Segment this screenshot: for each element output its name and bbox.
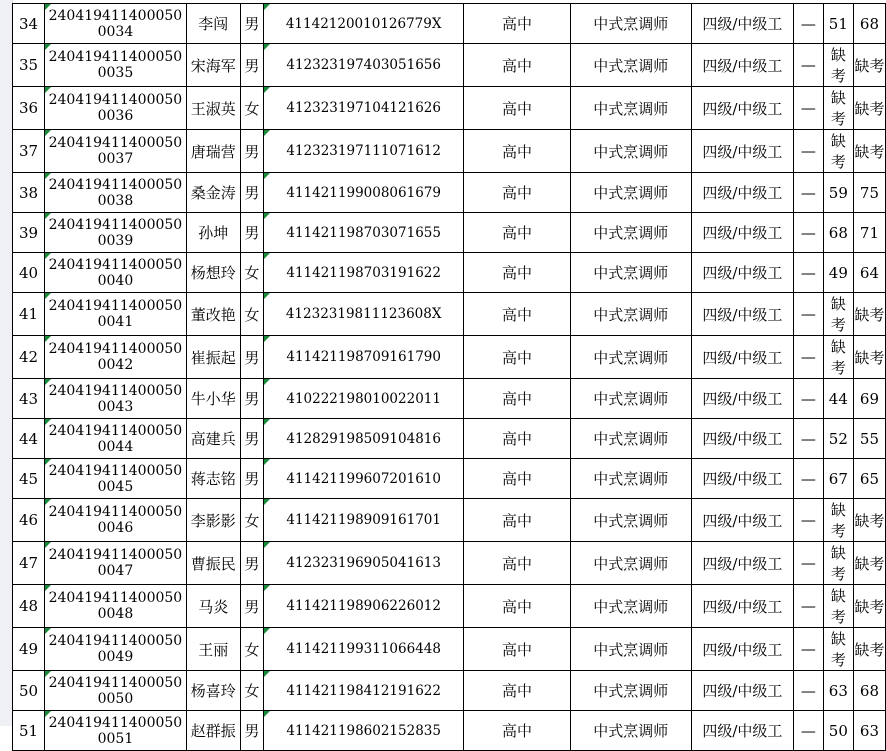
education-cell[interactable]: 高中 — [464, 173, 570, 213]
name-cell[interactable]: 高建兵 — [186, 419, 240, 459]
id-card-cell[interactable]: 411421198906226012 — [264, 585, 464, 628]
dash-cell[interactable]: — — [793, 459, 823, 499]
name-cell[interactable]: 蒋志铭 — [186, 459, 240, 499]
table-row — [13, 628, 886, 671]
seq-cell[interactable]: 36 — [13, 87, 45, 130]
id-card-cell[interactable]: 411421199311066448 — [264, 628, 464, 671]
level-cell[interactable]: 四级/中级工 — [691, 379, 793, 419]
theory-score-cell[interactable]: 缺考 — [823, 542, 853, 585]
occupation-cell[interactable]: 中式烹调师 — [570, 459, 691, 499]
seq-cell[interactable]: 48 — [13, 585, 45, 628]
sex-cell[interactable]: 男 — [240, 44, 263, 87]
sex-cell[interactable]: 男 — [240, 213, 263, 253]
occupation-cell[interactable]: 中式烹调师 — [570, 671, 691, 711]
level-cell[interactable]: 四级/中级工 — [691, 87, 793, 130]
education-cell[interactable]: 高中 — [464, 711, 570, 751]
table-row — [13, 459, 886, 499]
theory-score-cell[interactable]: 缺考 — [823, 336, 853, 379]
practical-score-cell[interactable]: 缺考 — [853, 585, 885, 628]
id-card-cell[interactable]: 412323197104121626 — [264, 87, 464, 130]
seq-cell[interactable]: 37 — [13, 130, 45, 173]
occupation-cell[interactable]: 中式烹调师 — [570, 628, 691, 671]
dash-cell[interactable]: — — [793, 671, 823, 711]
id-card-cell[interactable]: 412323197403051656 — [264, 44, 464, 87]
occupation-cell[interactable]: 中式烹调师 — [570, 213, 691, 253]
id-card-cell[interactable]: 41232319811123608X — [264, 293, 464, 336]
practical-score-cell[interactable]: 68 — [853, 4, 885, 44]
education-cell[interactable]: 高中 — [464, 628, 570, 671]
occupation-cell[interactable]: 中式烹调师 — [570, 419, 691, 459]
sex-cell[interactable]: 男 — [240, 379, 263, 419]
occupation-cell[interactable]: 中式烹调师 — [570, 585, 691, 628]
level-cell[interactable]: 四级/中级工 — [691, 585, 793, 628]
name-cell[interactable]: 曹振民 — [186, 542, 240, 585]
education-cell[interactable]: 高中 — [464, 293, 570, 336]
ticket-id-cell[interactable]: 2404194114000500048 — [44, 585, 186, 628]
level-cell[interactable]: 四级/中级工 — [691, 130, 793, 173]
occupation-cell[interactable]: 中式烹调师 — [570, 711, 691, 751]
dash-cell[interactable]: — — [793, 253, 823, 293]
seq-cell[interactable]: 44 — [13, 419, 45, 459]
level-cell[interactable]: 四级/中级工 — [691, 499, 793, 542]
dash-cell[interactable]: — — [793, 87, 823, 130]
practical-score-cell[interactable]: 缺考 — [853, 87, 885, 130]
occupation-cell[interactable]: 中式烹调师 — [570, 253, 691, 293]
practical-score-cell[interactable]: 缺考 — [853, 336, 885, 379]
level-cell[interactable]: 四级/中级工 — [691, 628, 793, 671]
education-cell[interactable]: 高中 — [464, 419, 570, 459]
dash-cell[interactable]: — — [793, 542, 823, 585]
practical-score-cell[interactable]: 缺考 — [853, 628, 885, 671]
id-card-cell[interactable]: 411421199607201610 — [264, 459, 464, 499]
id-card-cell[interactable]: 411421198703191622 — [264, 253, 464, 293]
name-cell[interactable]: 董改艳 — [186, 293, 240, 336]
theory-score-cell[interactable]: 50 — [823, 711, 853, 751]
practical-score-cell[interactable]: 缺考 — [853, 44, 885, 87]
education-cell[interactable]: 高中 — [464, 253, 570, 293]
dash-cell[interactable]: — — [793, 130, 823, 173]
seq-cell[interactable]: 35 — [13, 44, 45, 87]
theory-score-cell[interactable]: 63 — [823, 671, 853, 711]
table-row — [13, 499, 886, 542]
theory-score-cell[interactable]: 缺考 — [823, 293, 853, 336]
table-row — [13, 293, 886, 336]
sex-cell[interactable]: 女 — [240, 253, 263, 293]
level-cell[interactable]: 四级/中级工 — [691, 459, 793, 499]
ticket-id-cell[interactable]: 2404194114000500045 — [44, 459, 186, 499]
dash-cell[interactable]: — — [793, 336, 823, 379]
occupation-cell[interactable]: 中式烹调师 — [570, 379, 691, 419]
dash-cell[interactable]: — — [793, 213, 823, 253]
practical-score-cell[interactable]: 68 — [853, 671, 885, 711]
dash-cell[interactable]: — — [793, 499, 823, 542]
theory-score-cell[interactable]: 68 — [823, 213, 853, 253]
name-cell[interactable]: 王淑英 — [186, 87, 240, 130]
practical-score-cell[interactable]: 65 — [853, 459, 885, 499]
level-cell[interactable]: 四级/中级工 — [691, 671, 793, 711]
table-row — [13, 336, 886, 379]
id-card-cell[interactable]: 411421199008061679 — [264, 173, 464, 213]
seq-cell[interactable]: 51 — [13, 711, 45, 751]
name-cell[interactable]: 牛小华 — [186, 379, 240, 419]
level-cell[interactable]: 四级/中级工 — [691, 711, 793, 751]
ticket-id-cell[interactable]: 2404194114000500034 — [44, 4, 186, 44]
dash-cell[interactable]: — — [793, 585, 823, 628]
table-row — [13, 130, 886, 173]
ticket-id-cell[interactable]: 2404194114000500044 — [44, 419, 186, 459]
ticket-id-cell[interactable]: 2404194114000500046 — [44, 499, 186, 542]
ticket-id-cell[interactable]: 2404194114000500051 — [44, 711, 186, 751]
name-cell[interactable]: 桑金涛 — [186, 173, 240, 213]
ticket-id-cell[interactable]: 2404194114000500040 — [44, 253, 186, 293]
practical-score-cell[interactable]: 69 — [853, 379, 885, 419]
education-cell[interactable]: 高中 — [464, 130, 570, 173]
education-cell[interactable]: 高中 — [464, 4, 570, 44]
ticket-id-cell[interactable]: 2404194114000500047 — [44, 542, 186, 585]
name-cell[interactable]: 马炎 — [186, 585, 240, 628]
theory-score-cell[interactable]: 缺考 — [823, 628, 853, 671]
id-card-cell[interactable]: 411421198703071655 — [264, 213, 464, 253]
table-row — [13, 671, 886, 711]
seq-cell[interactable]: 49 — [13, 628, 45, 671]
education-cell[interactable]: 高中 — [464, 499, 570, 542]
id-card-cell[interactable]: 412323197111071612 — [264, 130, 464, 173]
sex-cell[interactable]: 男 — [240, 336, 263, 379]
occupation-cell[interactable]: 中式烹调师 — [570, 293, 691, 336]
sex-cell[interactable]: 女 — [240, 628, 263, 671]
seq-cell[interactable]: 43 — [13, 379, 45, 419]
seq-cell[interactable]: 45 — [13, 459, 45, 499]
ticket-id-cell[interactable]: 2404194114000500036 — [44, 87, 186, 130]
level-cell[interactable]: 四级/中级工 — [691, 44, 793, 87]
education-cell[interactable]: 高中 — [464, 459, 570, 499]
ticket-id-cell[interactable]: 2404194114000500042 — [44, 336, 186, 379]
dash-cell[interactable]: — — [793, 173, 823, 213]
education-cell[interactable]: 高中 — [464, 379, 570, 419]
occupation-cell[interactable]: 中式烹调师 — [570, 4, 691, 44]
education-cell[interactable]: 高中 — [464, 213, 570, 253]
ticket-id-cell[interactable]: 2404194114000500037 — [44, 130, 186, 173]
sex-cell[interactable]: 女 — [240, 671, 263, 711]
level-cell[interactable]: 四级/中级工 — [691, 253, 793, 293]
dash-cell[interactable]: — — [793, 711, 823, 751]
occupation-cell[interactable]: 中式烹调师 — [570, 87, 691, 130]
occupation-cell[interactable]: 中式烹调师 — [570, 542, 691, 585]
sex-cell[interactable]: 男 — [240, 419, 263, 459]
level-cell[interactable]: 四级/中级工 — [691, 173, 793, 213]
sex-cell[interactable]: 女 — [240, 293, 263, 336]
level-cell[interactable]: 四级/中级工 — [691, 336, 793, 379]
practical-score-cell[interactable]: 63 — [853, 711, 885, 751]
name-cell[interactable]: 孙坤 — [186, 213, 240, 253]
id-card-cell[interactable]: 411421198602152835 — [264, 711, 464, 751]
name-cell[interactable]: 杨想玲 — [186, 253, 240, 293]
practical-score-cell[interactable]: 缺考 — [853, 130, 885, 173]
sex-cell[interactable]: 男 — [240, 173, 263, 213]
id-card-cell[interactable]: 411421198412191622 — [264, 671, 464, 711]
exam-results-table — [12, 3, 886, 751]
seq-cell[interactable]: 46 — [13, 499, 45, 542]
theory-score-cell[interactable]: 49 — [823, 253, 853, 293]
table-row — [13, 379, 886, 419]
seq-cell[interactable]: 34 — [13, 4, 45, 44]
table-row — [13, 173, 886, 213]
table-row — [13, 419, 886, 459]
id-card-cell[interactable]: 410222198010022011 — [264, 379, 464, 419]
name-cell[interactable]: 唐瑞营 — [186, 130, 240, 173]
table-row — [13, 213, 886, 253]
table-row — [13, 711, 886, 751]
table-row — [13, 253, 886, 293]
name-cell[interactable]: 王丽 — [186, 628, 240, 671]
practical-score-cell[interactable]: 71 — [853, 213, 885, 253]
ticket-id-cell[interactable]: 2404194114000500035 — [44, 44, 186, 87]
occupation-cell[interactable]: 中式烹调师 — [570, 336, 691, 379]
education-cell[interactable]: 高中 — [464, 336, 570, 379]
seq-cell[interactable]: 39 — [13, 213, 45, 253]
name-cell[interactable]: 李影影 — [186, 499, 240, 542]
education-cell[interactable]: 高中 — [464, 44, 570, 87]
table-row — [13, 4, 886, 44]
id-card-cell[interactable]: 412323196905041613 — [264, 542, 464, 585]
practical-score-cell[interactable]: 55 — [853, 419, 885, 459]
sex-cell[interactable]: 男 — [240, 4, 263, 44]
ticket-id-cell[interactable]: 2404194114000500049 — [44, 628, 186, 671]
practical-score-cell[interactable]: 缺考 — [853, 293, 885, 336]
seq-cell[interactable]: 50 — [13, 671, 45, 711]
level-cell[interactable]: 四级/中级工 — [691, 4, 793, 44]
practical-score-cell[interactable]: 75 — [853, 173, 885, 213]
dash-cell[interactable]: — — [793, 628, 823, 671]
occupation-cell[interactable]: 中式烹调师 — [570, 44, 691, 87]
level-cell[interactable]: 四级/中级工 — [691, 293, 793, 336]
ticket-id-cell[interactable]: 2404194114000500038 — [44, 173, 186, 213]
table-row — [13, 542, 886, 585]
sex-cell[interactable]: 男 — [240, 459, 263, 499]
ticket-id-cell[interactable]: 2404194114000500039 — [44, 213, 186, 253]
theory-score-cell[interactable]: 52 — [823, 419, 853, 459]
dash-cell[interactable]: — — [793, 419, 823, 459]
theory-score-cell[interactable]: 缺考 — [823, 130, 853, 173]
name-cell[interactable]: 宋海军 — [186, 44, 240, 87]
practical-score-cell[interactable]: 64 — [853, 253, 885, 293]
sex-cell[interactable]: 男 — [240, 711, 263, 751]
table-row — [13, 585, 886, 628]
theory-score-cell[interactable]: 缺考 — [823, 87, 853, 130]
dash-cell[interactable]: — — [793, 293, 823, 336]
education-cell[interactable]: 高中 — [464, 671, 570, 711]
id-card-cell[interactable]: 411421198709161790 — [264, 336, 464, 379]
education-cell[interactable]: 高中 — [464, 87, 570, 130]
level-cell[interactable]: 四级/中级工 — [691, 419, 793, 459]
dash-cell[interactable]: — — [793, 379, 823, 419]
ticket-id-cell[interactable]: 2404194114000500041 — [44, 293, 186, 336]
dash-cell[interactable]: — — [793, 4, 823, 44]
level-cell[interactable]: 四级/中级工 — [691, 213, 793, 253]
practical-score-cell[interactable]: 缺考 — [853, 499, 885, 542]
sex-cell[interactable]: 男 — [240, 542, 263, 585]
occupation-cell[interactable]: 中式烹调师 — [570, 173, 691, 213]
practical-score-cell[interactable]: 缺考 — [853, 542, 885, 585]
theory-score-cell[interactable]: 59 — [823, 173, 853, 213]
id-card-cell[interactable]: 41142120010126779X — [264, 4, 464, 44]
name-cell[interactable]: 赵群振 — [186, 711, 240, 751]
seq-cell[interactable]: 38 — [13, 173, 45, 213]
theory-score-cell[interactable]: 44 — [823, 379, 853, 419]
sex-cell[interactable]: 男 — [240, 585, 263, 628]
education-cell[interactable]: 高中 — [464, 542, 570, 585]
theory-score-cell[interactable]: 缺考 — [823, 44, 853, 87]
theory-score-cell[interactable]: 51 — [823, 4, 853, 44]
sex-cell[interactable]: 男 — [240, 130, 263, 173]
seq-cell[interactable]: 42 — [13, 336, 45, 379]
seq-cell[interactable]: 47 — [13, 542, 45, 585]
name-cell[interactable]: 李闯 — [186, 4, 240, 44]
occupation-cell[interactable]: 中式烹调师 — [570, 130, 691, 173]
table-row — [13, 44, 886, 87]
theory-score-cell[interactable]: 缺考 — [823, 499, 853, 542]
table-row — [13, 87, 886, 130]
name-cell[interactable]: 崔振起 — [186, 336, 240, 379]
name-cell[interactable]: 杨喜玲 — [186, 671, 240, 711]
seq-cell[interactable]: 40 — [13, 253, 45, 293]
id-card-cell[interactable]: 412829198509104816 — [264, 419, 464, 459]
occupation-cell[interactable]: 中式烹调师 — [570, 499, 691, 542]
education-cell[interactable]: 高中 — [464, 585, 570, 628]
theory-score-cell[interactable]: 67 — [823, 459, 853, 499]
id-card-cell[interactable]: 411421198909161701 — [264, 499, 464, 542]
ticket-id-cell[interactable]: 2404194114000500043 — [44, 379, 186, 419]
table-body — [13, 4, 886, 751]
seq-cell[interactable]: 41 — [13, 293, 45, 336]
sex-cell[interactable]: 女 — [240, 499, 263, 542]
level-cell[interactable]: 四级/中级工 — [691, 542, 793, 585]
dash-cell[interactable]: — — [793, 44, 823, 87]
theory-score-cell[interactable]: 缺考 — [823, 585, 853, 628]
ticket-id-cell[interactable]: 2404194114000500050 — [44, 671, 186, 711]
sex-cell[interactable]: 女 — [240, 87, 263, 130]
